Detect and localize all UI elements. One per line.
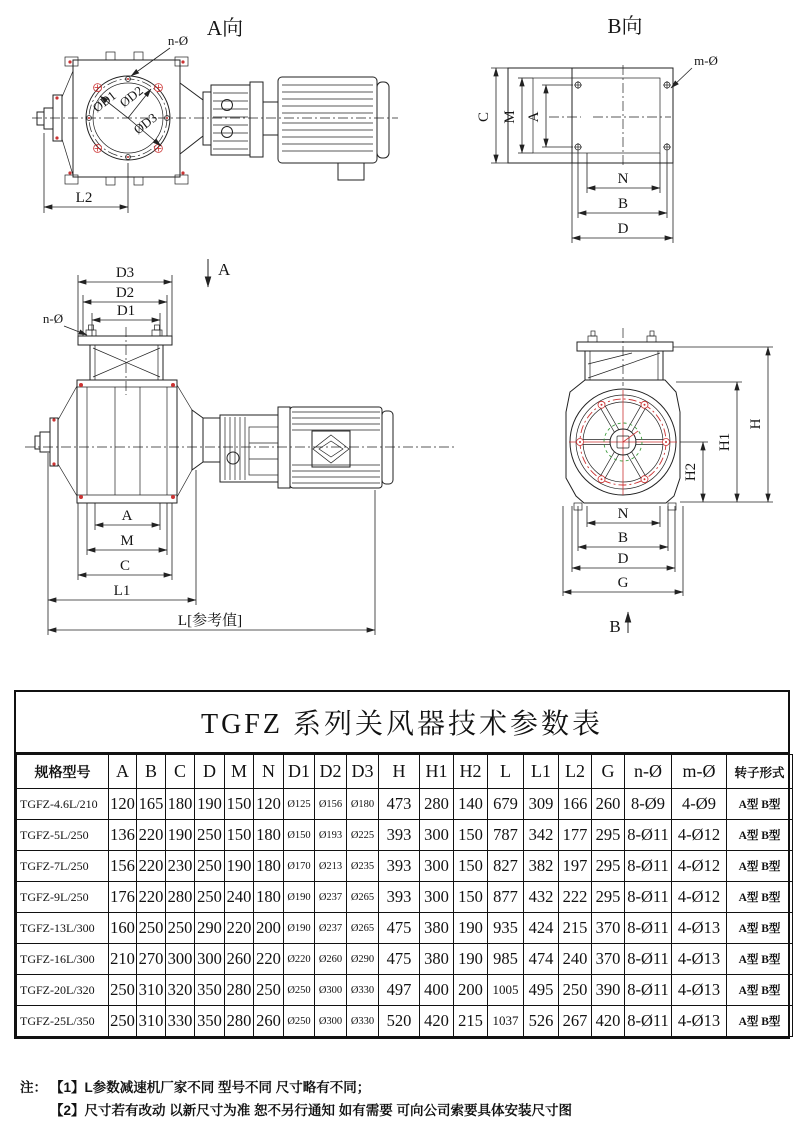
table-cell: TGFZ-4.6L/210	[17, 789, 109, 820]
table-cell: 290	[195, 913, 225, 944]
table-cell: 222	[559, 882, 592, 913]
table-cell: 350	[195, 1006, 225, 1037]
table-cell: 8-Ø11	[625, 975, 672, 1006]
table-row	[17, 882, 793, 913]
table-cell: 180	[166, 789, 195, 820]
left-shaft	[35, 386, 77, 496]
l2-dimension	[44, 133, 128, 213]
table-cell: 150	[225, 789, 254, 820]
table-cell: Ø290	[347, 944, 379, 975]
gearbox-motor	[192, 407, 393, 488]
table-cell: 165	[137, 789, 166, 820]
table-cell: 432	[524, 882, 559, 913]
table-cell: 424	[524, 913, 559, 944]
note-tag: 【2】	[50, 1103, 85, 1118]
table-cell: 300	[420, 882, 454, 913]
table-cell: 150	[454, 882, 488, 913]
table-cell: 120	[109, 789, 137, 820]
table-cell: 220	[254, 944, 284, 975]
table-cell: 393	[379, 882, 420, 913]
table-cell: 320	[166, 975, 195, 1006]
table-cell: Ø300	[315, 975, 347, 1006]
bottom-dimensions	[572, 151, 673, 243]
table-cell: Ø150	[284, 820, 315, 851]
table-cell: 215	[559, 913, 592, 944]
table-cell: 827	[488, 851, 524, 882]
table-cell: 180	[254, 820, 284, 851]
table-cell: 935	[488, 913, 524, 944]
d1-dim-label: D1	[116, 303, 136, 319]
table-cell: 280	[225, 1006, 254, 1037]
column-header: N	[254, 755, 284, 789]
table-cell: 250	[109, 975, 137, 1006]
table-cell: 4-Ø13	[672, 913, 727, 944]
note-text: 尺寸若有改动 以新尺寸为准 恕不另行通知 如有需要 可向公司索要具体安装尺寸图	[84, 1103, 573, 1118]
c-label: C	[476, 111, 492, 123]
note-line-1	[20, 1076, 572, 1099]
column-header: L	[488, 755, 524, 789]
bottom-dimensions	[563, 506, 683, 596]
table-cell: Ø237	[315, 913, 347, 944]
table-cell: Ø213	[315, 851, 347, 882]
table-cell: Ø190	[284, 882, 315, 913]
d2-label: ØD2	[116, 82, 146, 111]
table-cell: TGFZ-7L/250	[17, 851, 109, 882]
table-cell: 342	[524, 820, 559, 851]
note-prefix: 注：	[20, 1080, 47, 1095]
table-cell: A型 B型	[727, 789, 793, 820]
table-cell: Ø180	[347, 789, 379, 820]
column-header: 转子形式	[727, 755, 793, 789]
table-cell: 473	[379, 789, 420, 820]
table-cell: 180	[254, 851, 284, 882]
table-cell: 8-Ø9	[625, 789, 672, 820]
table-cell: Ø170	[284, 851, 315, 882]
table-cell: A型 B型	[727, 820, 793, 851]
parameter-table	[14, 690, 790, 1039]
table-cell: Ø235	[347, 851, 379, 882]
table-cell: 250	[559, 975, 592, 1006]
column-header: B	[137, 755, 166, 789]
table-cell: 280	[166, 882, 195, 913]
table-cell: 240	[559, 944, 592, 975]
table-cell: 350	[195, 975, 225, 1006]
table-cell: 280	[225, 975, 254, 1006]
table-title: TGFZ 系列关风器技术参数表	[16, 692, 788, 754]
a-label: A	[526, 111, 542, 123]
table-cell: Ø225	[347, 820, 379, 851]
table-cell: 267	[559, 1006, 592, 1037]
table-cell: Ø330	[347, 975, 379, 1006]
motor-logo-plate	[312, 431, 350, 467]
table-cell: 4-Ø9	[672, 789, 727, 820]
table-cell: 393	[379, 820, 420, 851]
table-cell: 380	[420, 913, 454, 944]
table-cell: 877	[488, 882, 524, 913]
c-dim-label: C	[119, 558, 131, 574]
gearbox-motor	[180, 77, 389, 180]
column-header: G	[592, 755, 625, 789]
table-cell: 300	[420, 851, 454, 882]
a-dim-label: A	[121, 508, 133, 524]
table-cell: 250	[254, 975, 284, 1006]
inlet-neck	[585, 351, 663, 380]
valve-body	[77, 380, 192, 503]
table-row	[17, 851, 793, 882]
h1-dim-label: H1	[717, 432, 733, 452]
table-cell: 150	[454, 820, 488, 851]
front-view-drawing	[20, 255, 460, 660]
table-row	[17, 944, 793, 975]
table-cell: 200	[254, 913, 284, 944]
d3-dim-label: D3	[115, 265, 135, 281]
d-label: D	[617, 221, 629, 237]
column-header: H1	[420, 755, 454, 789]
table-cell: Ø330	[347, 1006, 379, 1037]
section-b-marker	[609, 612, 628, 636]
column-header: 规格型号	[17, 755, 109, 789]
table-cell: 8-Ø11	[625, 851, 672, 882]
table-cell: 300	[166, 944, 195, 975]
table-cell: Ø260	[315, 944, 347, 975]
table-cell: 300	[420, 820, 454, 851]
table-row	[17, 1006, 793, 1037]
table-cell: 526	[524, 1006, 559, 1037]
table-cell: 215	[454, 1006, 488, 1037]
d3-label: ØD3	[130, 109, 160, 138]
table-cell: 210	[109, 944, 137, 975]
table-row	[17, 820, 793, 851]
column-header: D1	[284, 755, 315, 789]
b-label: B	[617, 196, 629, 212]
table-cell: A型 B型	[727, 882, 793, 913]
bottom-dimensions	[48, 453, 375, 635]
table-cell: 156	[109, 851, 137, 882]
table-cell: 190	[454, 944, 488, 975]
m-hole-callout	[671, 53, 718, 88]
table-cell: 220	[137, 820, 166, 851]
table-cell: 120	[254, 789, 284, 820]
table-cell: 150	[454, 851, 488, 882]
note-tag: 【1】	[50, 1080, 85, 1095]
table-cell: 520	[379, 1006, 420, 1037]
table-cell: A型 B型	[727, 1006, 793, 1037]
table-cell: 4-Ø13	[672, 944, 727, 975]
inlet-neck	[90, 327, 163, 395]
column-header: m-Ø	[672, 755, 727, 789]
n-label: N	[617, 171, 629, 187]
table-cell: TGFZ-16L/300	[17, 944, 109, 975]
table-cell: 300	[195, 944, 225, 975]
table-cell: Ø237	[315, 882, 347, 913]
n-dim-label: N	[617, 506, 629, 522]
table-cell: 250	[195, 882, 225, 913]
column-header: D3	[347, 755, 379, 789]
table-cell: 190	[225, 851, 254, 882]
table-cell: 176	[109, 882, 137, 913]
table-cell: 475	[379, 913, 420, 944]
section-a-label: A	[218, 260, 231, 279]
table-cell: 280	[420, 789, 454, 820]
view-a-drawing	[20, 5, 440, 250]
table-cell: 200	[454, 975, 488, 1006]
column-header: n-Ø	[625, 755, 672, 789]
table-cell: 166	[559, 789, 592, 820]
table-cell: 295	[592, 851, 625, 882]
param-table	[16, 754, 793, 1037]
table-cell: TGFZ-9L/250	[17, 882, 109, 913]
table-cell: 136	[109, 820, 137, 851]
table-cell: A型 B型	[727, 944, 793, 975]
table-cell: 985	[488, 944, 524, 975]
column-header: L2	[559, 755, 592, 789]
param-table-head-row	[17, 755, 793, 789]
table-cell: Ø193	[315, 820, 347, 851]
table-cell: 260	[225, 944, 254, 975]
table-cell: TGFZ-25L/350	[17, 1006, 109, 1037]
height-dimensions	[673, 347, 773, 502]
table-cell: 140	[454, 789, 488, 820]
table-cell: TGFZ-13L/300	[17, 913, 109, 944]
table-cell: 230	[166, 851, 195, 882]
inlet-flange	[577, 331, 673, 351]
table-cell: 497	[379, 975, 420, 1006]
table-cell: 190	[454, 913, 488, 944]
table-cell: Ø250	[284, 975, 315, 1006]
table-cell: 390	[592, 975, 625, 1006]
table-cell: 8-Ø11	[625, 944, 672, 975]
h2-dim-label: H2	[683, 462, 699, 482]
table-cell: 8-Ø11	[625, 1006, 672, 1037]
l2-label: L2	[75, 190, 93, 206]
table-cell: Ø156	[315, 789, 347, 820]
table-cell: 370	[592, 913, 625, 944]
table-cell: TGFZ-5L/250	[17, 820, 109, 851]
column-header: C	[166, 755, 195, 789]
table-cell: 4-Ø12	[672, 851, 727, 882]
table-cell: 474	[524, 944, 559, 975]
table-cell: 250	[109, 1006, 137, 1037]
n-hole-callout	[43, 311, 87, 335]
n-hole-label: n-Ø	[167, 33, 189, 48]
d2-dim-label: D2	[115, 285, 135, 301]
column-header: A	[109, 755, 137, 789]
table-cell: 177	[559, 820, 592, 851]
table-cell: 310	[137, 1006, 166, 1037]
l1-dim-label: L1	[113, 583, 131, 599]
table-cell: 495	[524, 975, 559, 1006]
table-cell: 220	[137, 882, 166, 913]
table-cell: 1037	[488, 1006, 524, 1037]
table-cell: 220	[137, 851, 166, 882]
rotor-face	[569, 389, 677, 495]
d1-label: ØD1	[89, 87, 119, 116]
table-cell: 370	[592, 944, 625, 975]
view-a-title: A向	[206, 16, 244, 40]
table-cell: 382	[524, 851, 559, 882]
table-row	[17, 913, 793, 944]
table-cell: 250	[137, 913, 166, 944]
table-cell: Ø265	[347, 913, 379, 944]
table-cell: 260	[254, 1006, 284, 1037]
motor-junction-box	[338, 163, 364, 180]
table-cell: 250	[195, 820, 225, 851]
table-cell: 180	[254, 882, 284, 913]
table-cell: 330	[166, 1006, 195, 1037]
table-cell: 8-Ø11	[625, 913, 672, 944]
notes	[20, 1076, 572, 1122]
table-cell: 260	[592, 789, 625, 820]
table-cell: 160	[109, 913, 137, 944]
b-dim-label: B	[617, 530, 629, 546]
table-cell: Ø220	[284, 944, 315, 975]
table-row	[17, 975, 793, 1006]
m-label: M	[502, 110, 518, 124]
table-cell: 310	[137, 975, 166, 1006]
table-cell: 309	[524, 789, 559, 820]
table-cell: 295	[592, 820, 625, 851]
table-cell: 1005	[488, 975, 524, 1006]
table-cell: TGFZ-20L/320	[17, 975, 109, 1006]
m-dim-label: M	[120, 533, 134, 549]
view-b-drawing	[475, 5, 800, 265]
column-header: L1	[524, 755, 559, 789]
note-line-2	[20, 1099, 572, 1122]
column-header: M	[225, 755, 254, 789]
table-cell: 220	[225, 913, 254, 944]
diameter-callouts	[90, 83, 161, 146]
table-cell: 420	[592, 1006, 625, 1037]
table-cell: 270	[137, 944, 166, 975]
table-cell: 190	[166, 820, 195, 851]
n-hole-label: n-Ø	[42, 311, 64, 326]
top-dimensions	[78, 265, 172, 336]
table-cell: 8-Ø11	[625, 882, 672, 913]
table-cell: Ø250	[284, 1006, 315, 1037]
param-table-body	[17, 789, 793, 1037]
table-cell: 295	[592, 882, 625, 913]
table-row	[17, 789, 793, 820]
table-cell: 679	[488, 789, 524, 820]
section-a-marker	[208, 259, 231, 287]
end-view-drawing	[530, 320, 800, 655]
table-cell: Ø300	[315, 1006, 347, 1037]
table-cell: 420	[420, 1006, 454, 1037]
section-b-label: B	[609, 617, 621, 636]
table-cell: 787	[488, 820, 524, 851]
column-header: H2	[454, 755, 488, 789]
table-cell: A型 B型	[727, 975, 793, 1006]
table-cell: 4-Ø13	[672, 1006, 727, 1037]
m-hole-label: m-Ø	[694, 53, 718, 68]
left-shaft	[37, 71, 73, 175]
table-cell: 250	[195, 851, 225, 882]
table-cell: Ø125	[284, 789, 315, 820]
table-cell: 150	[225, 820, 254, 851]
table-cell: 475	[379, 944, 420, 975]
table-cell: 240	[225, 882, 254, 913]
table-cell: 250	[166, 913, 195, 944]
note-text: L参数减速机厂家不同 型号不同 尺寸略有不同；	[84, 1080, 371, 1095]
d-dim-label: D	[617, 551, 629, 567]
l-ref-dim-label: L[参考值]	[177, 613, 243, 629]
column-header: D	[195, 755, 225, 789]
g-dim-label: G	[617, 575, 629, 591]
table-cell: 400	[420, 975, 454, 1006]
h-dim-label: H	[748, 418, 764, 430]
table-cell: Ø190	[284, 913, 315, 944]
table-cell: Ø265	[347, 882, 379, 913]
column-header: D2	[315, 755, 347, 789]
table-cell: 190	[195, 789, 225, 820]
table-cell: 4-Ø12	[672, 820, 727, 851]
table-cell: 393	[379, 851, 420, 882]
table-cell: 4-Ø13	[672, 975, 727, 1006]
bolt-holes	[574, 81, 671, 151]
view-b-title: B向	[607, 14, 643, 38]
table-cell: A型 B型	[727, 851, 793, 882]
table-cell: 4-Ø12	[672, 882, 727, 913]
table-cell: 380	[420, 944, 454, 975]
table-cell: 197	[559, 851, 592, 882]
column-header: H	[379, 755, 420, 789]
table-cell: 8-Ø11	[625, 820, 672, 851]
table-cell: A型 B型	[727, 913, 793, 944]
